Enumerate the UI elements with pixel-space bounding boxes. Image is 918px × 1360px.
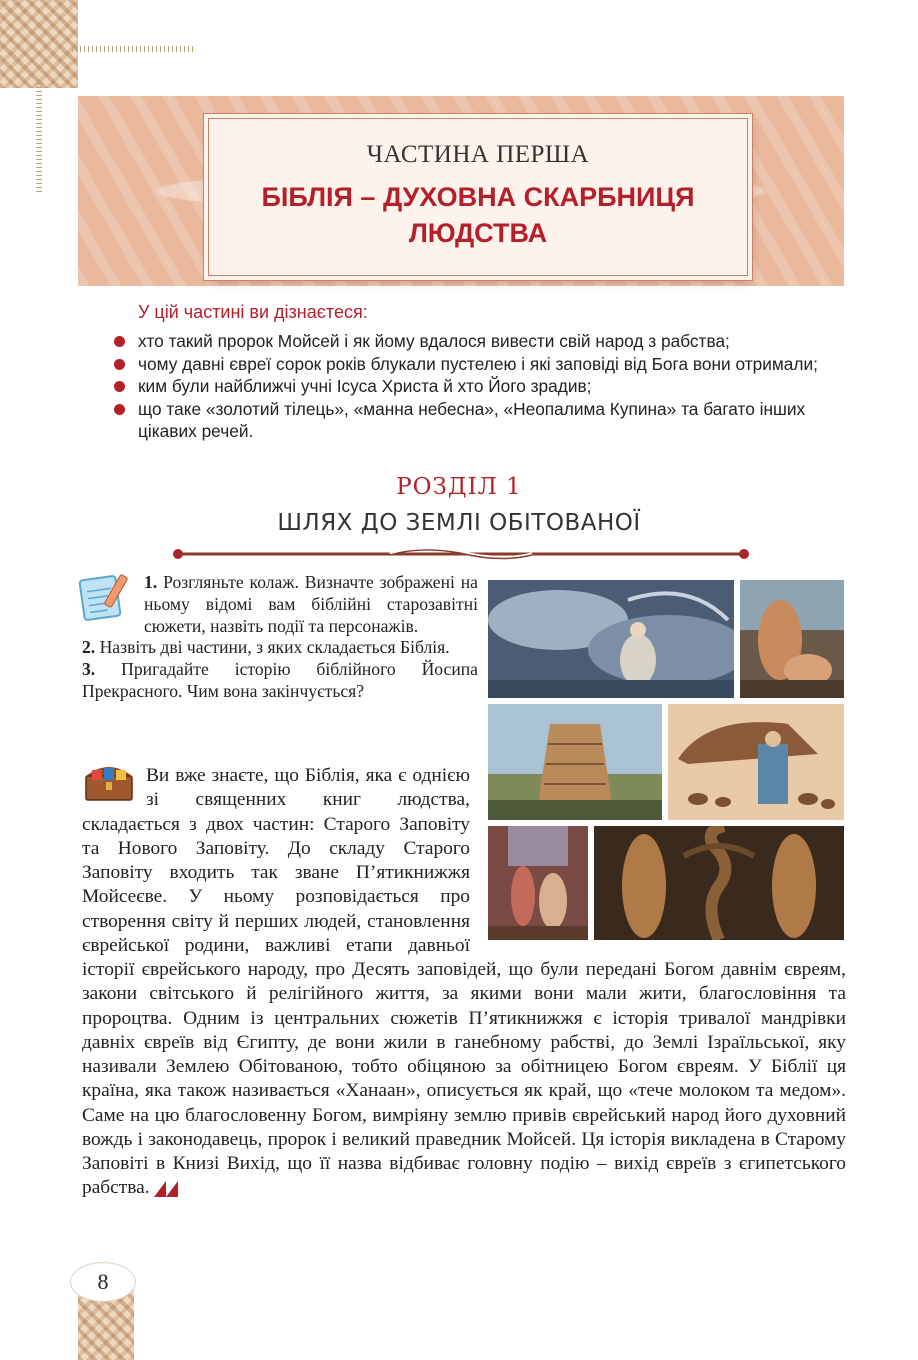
learn-item: що таке «золотий тілець», «манна небесна», «Неопалима Купина» та багато інших цікавих речей.	[114, 398, 850, 443]
chapter-divider	[170, 542, 752, 566]
task-text: Пригадайте історію біблійного Йосипа Прекрасного. Чим вона закінчується?	[82, 659, 478, 701]
main-text	[82, 764, 846, 1201]
learn-heading: У цій частині ви дізнаєтеся:	[138, 302, 368, 322]
ornament-dotted-line-vertical	[36, 80, 42, 192]
part-title-card	[208, 118, 748, 276]
task-text: Назвіть дві частини, з яких складається Біблія.	[95, 637, 450, 658]
double-arrow-left-icon	[154, 1181, 178, 1197]
learn-item: ким були найближчі учні Ісуса Христа й хто Його зрадив;	[114, 375, 850, 398]
task-number: 2.	[82, 637, 96, 658]
collage-image-cain-abel	[740, 580, 844, 698]
part-title-line1: БІБЛІЯ – ДУХОВНА СКАРБНИЦЯ	[261, 182, 695, 212]
part-title-line2: ЛЮДСТВА	[408, 218, 548, 248]
task-text: Розгляньте колаж. Визначте зображені на ньому відомі вам біблійні старозавітні сюжети, назвіть події та персонажів.	[144, 572, 478, 636]
task-number: 3.	[82, 659, 96, 680]
ornament-dotted-line-horizontal	[72, 46, 196, 52]
part-label: ЧАСТИНА ПЕРША	[366, 141, 590, 168]
collage-image-ascension	[488, 580, 734, 698]
learn-item: хто такий пророк Мойсей і як йому вдалося вивести свій народ з рабства;	[114, 330, 850, 353]
task-item	[82, 637, 478, 659]
part-banner	[78, 96, 844, 286]
chapter-label: РОЗДІЛ 1	[396, 474, 522, 500]
main-paragraph: Ви вже знаєте, що Біблія, яка є однією зі священних книг людства, складається з двох частин: Старого Заповіту та Нового Заповіту. До складу Старого Заповіту входить так зване П’ятикнижжя Мойсеєве. У ньому розповідається про створення світу й перших людей, становлення єврейської родини, важливі етапи давньої історії єврейського народу, про Десять заповідей, що були передані Богом давнім євреям, закони світського й релігійного життя, за якими вони мали жити, благословіння та пророцтва. Одним із центральних сюжетів П’ятикнижжя є історія тривалої мандрівки давніх євреїв від Єгипту, де вони жили в ганебному рабстві, до Землі Ізраїльської, яку називали Землею Обітованою, тобто обіцяною за обітницею Богом євреям. У Біблії ця країна, яка також називається «Ханаан», описується як край, що «тече молоком та медом». Саме на цю благословенну Богом, вимріяну землю привів єврейський народ його духовний вождь і законодавець, пророк і великий праведник Мойсей. Ця історія викладена в Старому Заповіті в Книзі Вихід, що її назва відбиває головну подію – вихід євреїв з єгипетського рабства.	[82, 765, 846, 1199]
page-number: 8	[70, 1262, 136, 1302]
part-title	[209, 179, 747, 251]
chapter-title: ШЛЯХ ДО ЗЕМЛІ ОБІТОВАНОЇ	[277, 510, 641, 536]
corner-ornament-top	[0, 0, 78, 88]
learn-list	[114, 330, 850, 443]
task-block	[82, 572, 478, 703]
task-item	[82, 659, 478, 703]
task-number: 1.	[144, 572, 158, 592]
learn-item: чому давні євреї сорок років блукали пустелею і які заповіді від Бога вони отримали;	[114, 353, 850, 376]
